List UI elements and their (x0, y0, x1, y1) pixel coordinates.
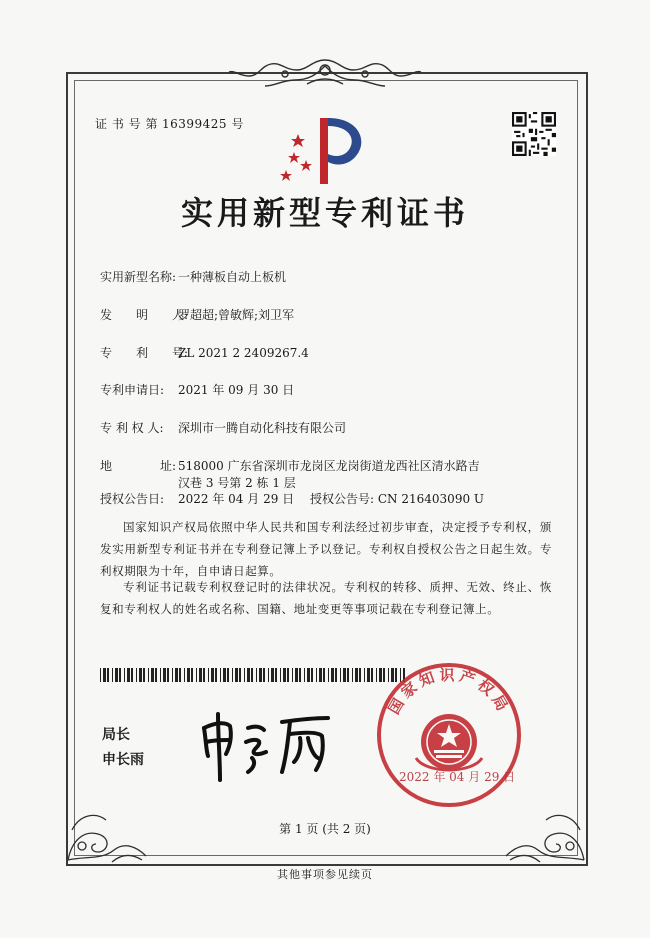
field-label: 授权公告日: (100, 492, 165, 506)
field-label: 专利申请日: (100, 383, 165, 397)
document-title: 实用新型专利证书 (180, 194, 469, 232)
top-ornament (225, 56, 425, 92)
cnipa-logo (280, 112, 370, 190)
certificate-number-suffix: 号 (231, 117, 244, 131)
field-inventor (100, 306, 294, 323)
handwritten-signature (196, 706, 336, 782)
field-value: 罗超超;曾敏辉;刘卫军 (178, 308, 295, 322)
field-value: CN 216403090 U (377, 492, 485, 506)
field-label: 发 明 人: (100, 308, 189, 322)
footer-note: 其他事项参见续页 (277, 868, 373, 881)
field-value: 一种薄板自动上板机 (178, 270, 287, 284)
certificate-number (95, 115, 244, 132)
official-seal (376, 662, 522, 808)
field-label: 地 址: (100, 459, 177, 473)
field-utility-model-name (100, 268, 286, 285)
director-name: 申长雨 (102, 752, 144, 768)
field-label: 实用新型名称: (100, 270, 177, 284)
director-title: 局长 (102, 727, 130, 743)
field-value: 2021 年 09 月 30 日 (178, 383, 295, 397)
field-value: 518000 广东省深圳市龙岗区龙岗街道龙西社区清水路吉 (178, 459, 480, 473)
field-grant-number (310, 490, 484, 507)
page-number: 第 1 页 (共 2 页) (279, 822, 371, 836)
barcode (100, 668, 405, 682)
field-label: 专 利 权 人: (100, 421, 164, 435)
field-value: 深圳市一腾自动化科技有限公司 (178, 421, 347, 435)
seal-date: 2022 年 04 月 29 日 (399, 770, 516, 784)
field-address-line2: 汉巷 3 号第 2 栋 1 层 (178, 476, 296, 490)
certificate-number-value: 16399425 (161, 117, 228, 131)
body-paragraph-2: 专利证书记载专利权登记时的法律状况。专利权的转移、质押、无效、终止、恢复和专利权人的姓名或名称、国籍、地址变更等事项记载在专利登记簿上。 (100, 580, 552, 616)
svg-text:国家知识产权局 (385, 666, 514, 717)
field-address (100, 457, 480, 474)
certificate-number-label: 证 书 号 第 (95, 117, 158, 131)
field-filing-date (100, 381, 294, 398)
seal-text: 国家知识产权局 (384, 666, 514, 718)
field-value: ZL 2021 2 2409267.4 (178, 346, 309, 360)
field-label: 授权公告号: (310, 492, 375, 506)
field-patent-number (100, 344, 309, 361)
field-label: 专 利 号: (100, 346, 189, 360)
qr-code (512, 112, 556, 156)
field-value: 2022 年 04 月 29 日 (178, 492, 295, 506)
field-grant-date (100, 490, 294, 507)
field-patentee (100, 419, 346, 436)
body-paragraph-1: 国家知识产权局依照中华人民共和国专利法经过初步审查，决定授予专利权，颁发实用新型专利证书并在专利登记簿上予以登记。专利权自授权公告之日起生效。专利权期限为十年，自申请日起算。 (100, 520, 552, 578)
